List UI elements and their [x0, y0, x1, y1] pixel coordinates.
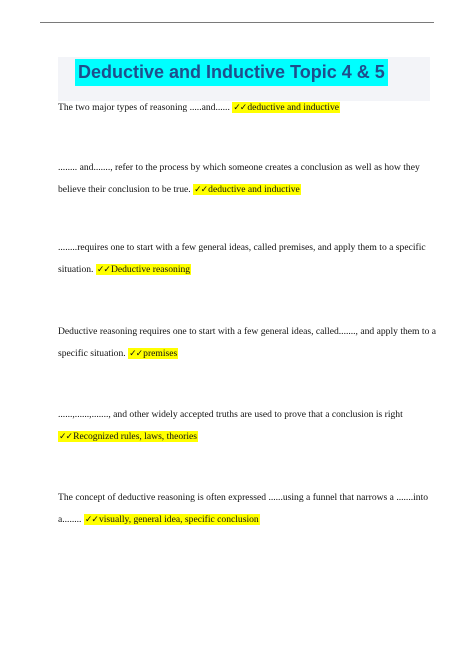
- document-title: Deductive and Inductive Topic 4 & 5: [75, 59, 388, 86]
- answer-highlight: [96, 264, 191, 275]
- answer-highlight: [128, 348, 178, 359]
- qa-item-1: [58, 97, 438, 119]
- double-check-icon: ✓✓: [59, 432, 73, 442]
- answer-text: deductive and inductive: [208, 184, 300, 195]
- qa-item-4: [58, 321, 438, 365]
- qa-item-5: [58, 404, 438, 448]
- qa-item-3: [58, 237, 438, 281]
- answer-highlight: [232, 102, 340, 113]
- top-divider: [40, 22, 434, 23]
- answer-text: Recognized rules, laws, theories: [73, 431, 197, 442]
- double-check-icon: ✓✓: [84, 515, 98, 525]
- answer-text: visually, general idea, specific conclusion: [98, 514, 259, 525]
- answer-text: Deductive reasoning: [110, 264, 191, 275]
- answer-text: deductive and inductive: [247, 102, 340, 113]
- answer-highlight: [193, 184, 301, 195]
- question-text: ......,......,......., and other widely accepted truths are used to prove that a conclusion is right: [58, 409, 403, 420]
- answer-highlight: [84, 514, 260, 525]
- question-text: The two major types of reasoning .....and......: [58, 102, 230, 113]
- double-check-icon: ✓✓: [194, 185, 208, 195]
- answer-text: premises: [143, 348, 178, 359]
- answer-highlight: [58, 431, 198, 442]
- question-text: The concept of deductive reasoning is often expressed ......using a funnel that narrows a .......into a........: [58, 492, 429, 525]
- question-text: Deductive reasoning requires one to start with a few general ideas, called......., and apply them to a specific situation.: [58, 326, 437, 359]
- double-check-icon: ✓✓: [96, 265, 110, 275]
- qa-item-6: [58, 487, 438, 531]
- double-check-icon: ✓✓: [233, 103, 247, 113]
- question-text: ........ and......., refer to the process by which someone creates a conclusion as well as how they believe their conclusion to be true.: [58, 162, 420, 195]
- qa-item-2: [58, 157, 438, 201]
- question-text: ........requires one to start with a few general ideas, called premises, and apply them to a specific situation.: [58, 242, 426, 275]
- double-check-icon: ✓✓: [129, 349, 143, 359]
